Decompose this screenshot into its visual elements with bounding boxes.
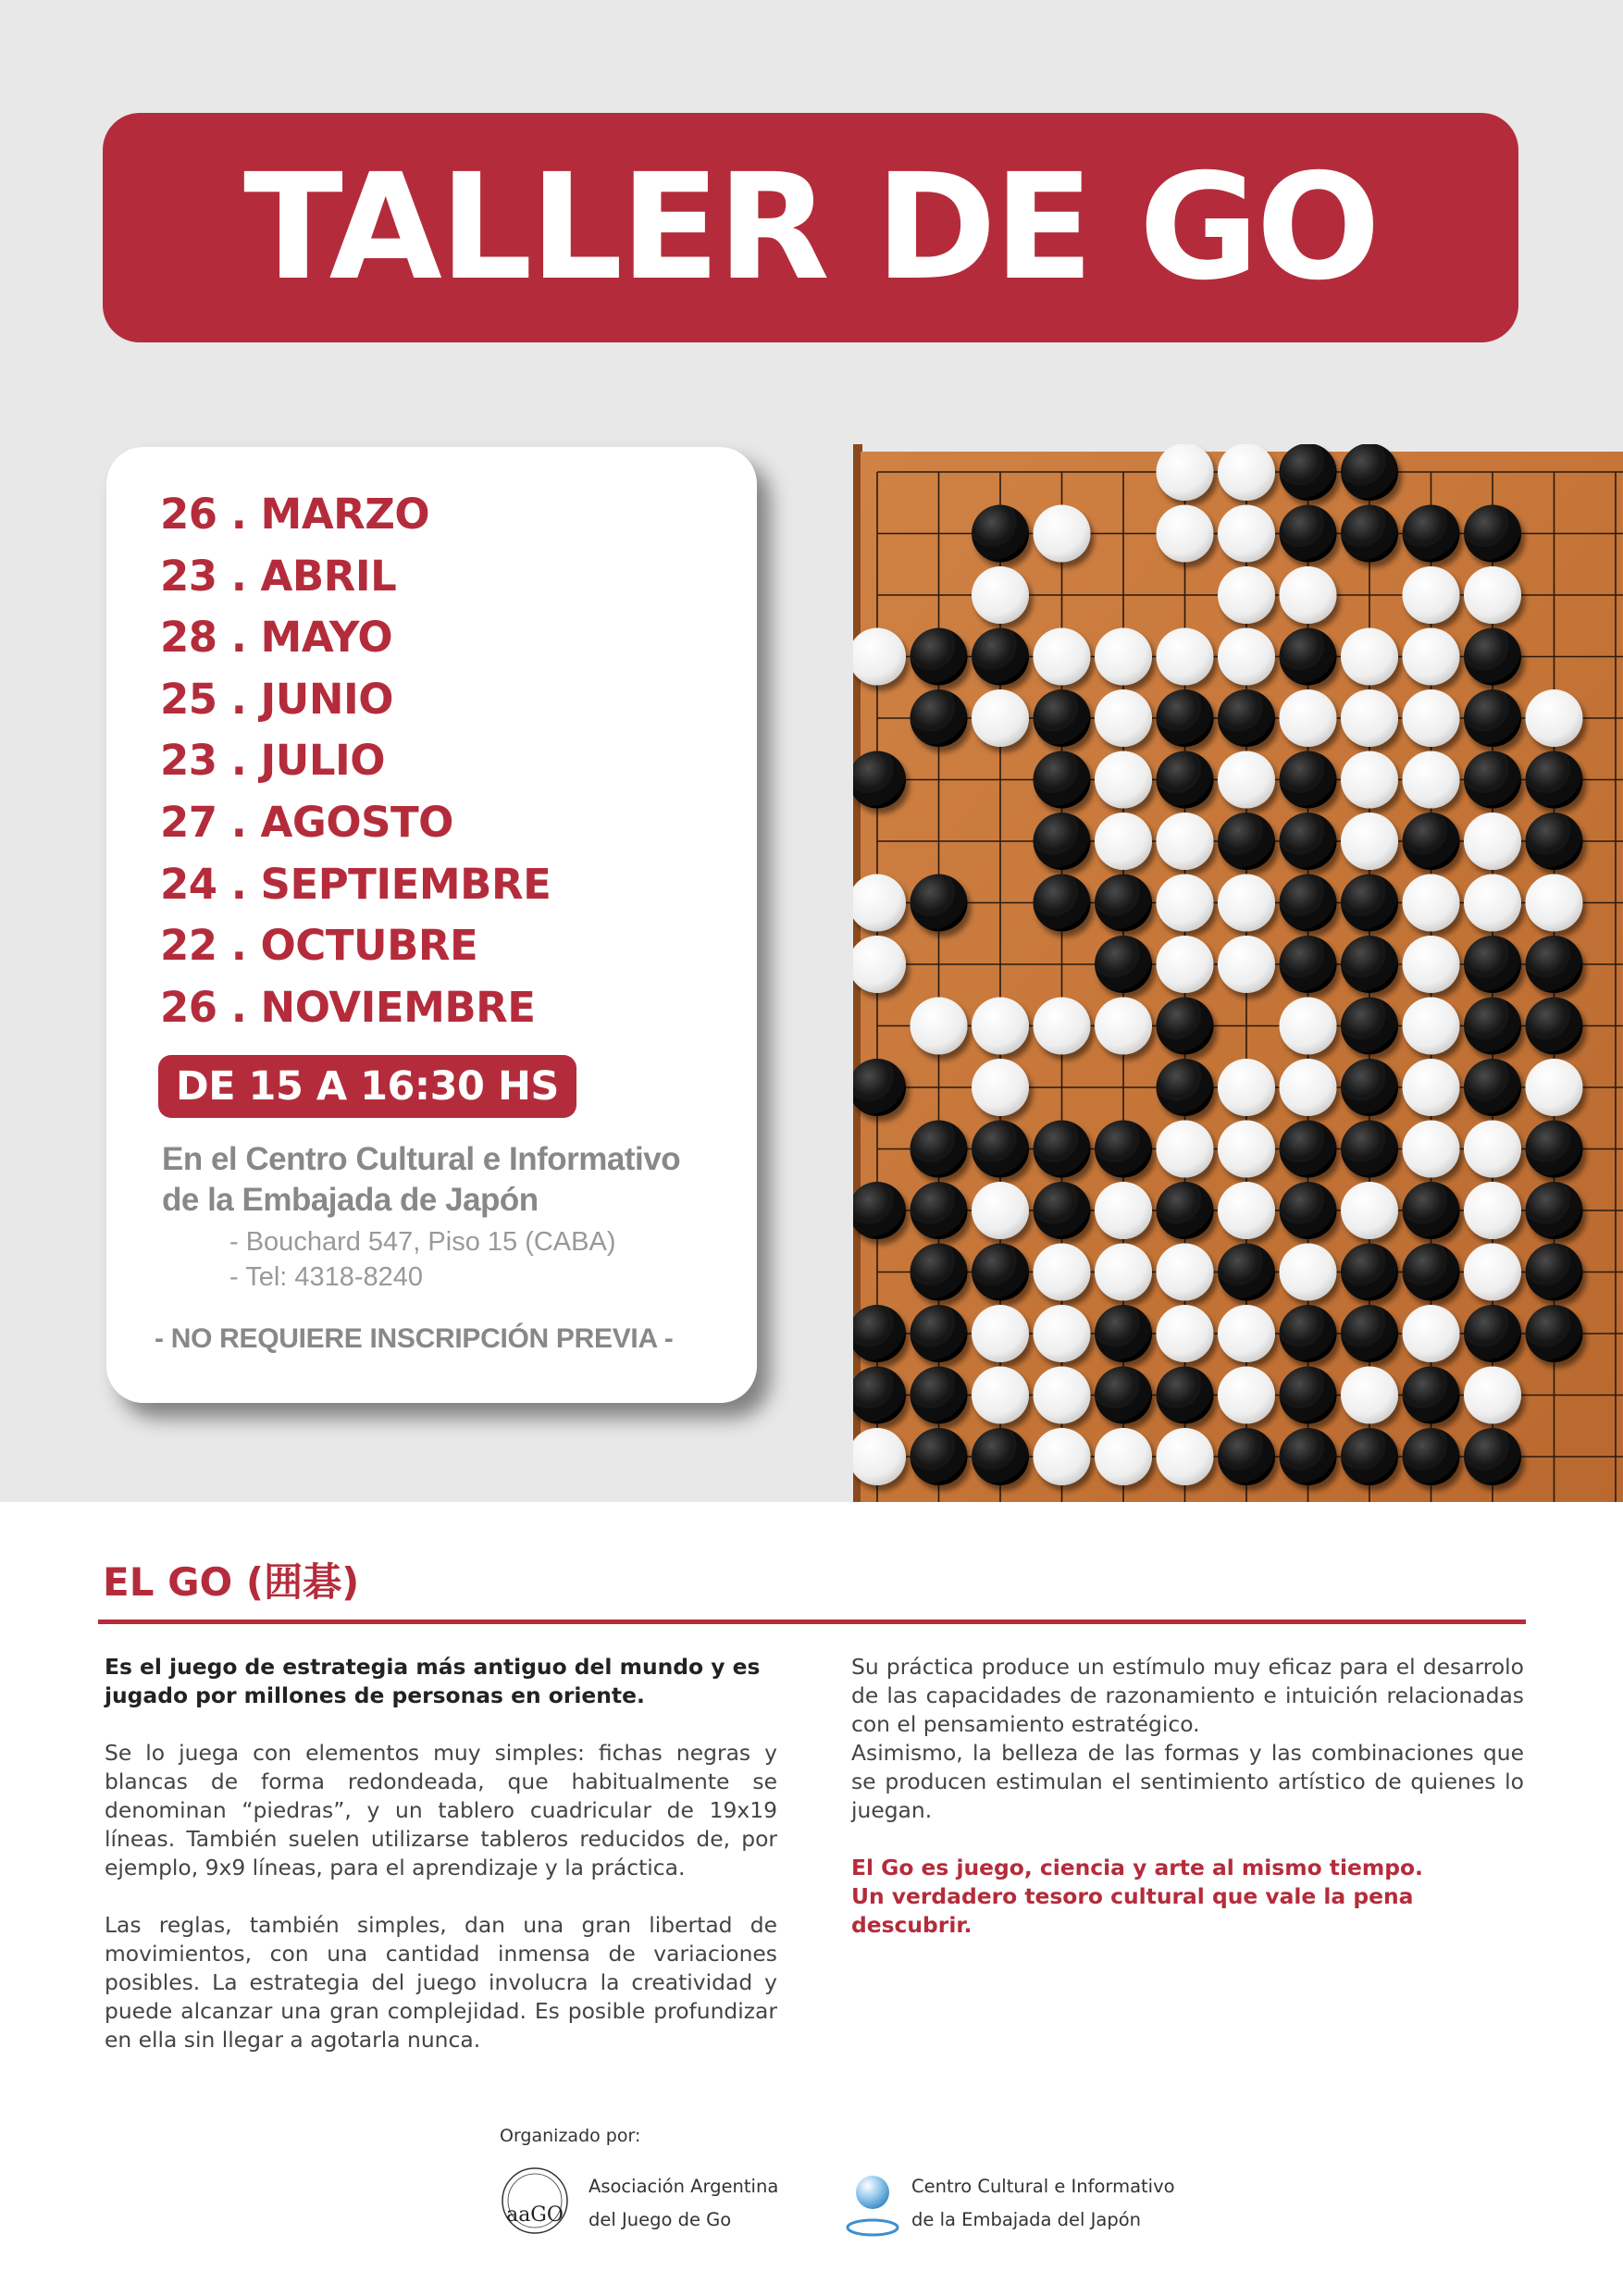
white-stone (1095, 628, 1152, 686)
black-stone (1280, 1121, 1337, 1178)
org-name-line: Asociación Argentina (588, 2176, 779, 2197)
black-stone (1157, 1182, 1214, 1239)
white-stone (911, 998, 968, 1055)
go-board-image (853, 444, 1623, 1502)
white-stone (972, 1059, 1029, 1116)
white-stone (1218, 1305, 1275, 1362)
closing-line: El Go es juego, ciencia y arte al mismo tiempo. (851, 1855, 1423, 1880)
right-column (851, 1653, 1524, 1940)
black-stone (911, 875, 968, 932)
white-stone (1464, 1367, 1521, 1424)
white-stone (1157, 936, 1214, 993)
black-stone (1157, 1367, 1214, 1424)
black-stone (911, 1121, 968, 1178)
black-stone (1034, 689, 1091, 747)
black-stone (1526, 813, 1583, 870)
black-stone (1464, 751, 1521, 809)
paragraph: Su práctica produce un estímulo muy eficaz para el desarrolo de las capacidades de razonamiento e intuición relacionadas con el pensamiento estratégico. (851, 1654, 1524, 1737)
white-stone (1034, 505, 1091, 563)
white-stone (1403, 689, 1460, 747)
black-stone (1526, 1305, 1583, 1362)
black-stone (1403, 1367, 1460, 1424)
date-item: 28 . MAYO (160, 613, 393, 663)
white-stone (1157, 505, 1214, 563)
white-stone (1403, 566, 1460, 624)
white-stone (1157, 875, 1214, 932)
black-stone (1157, 998, 1214, 1055)
black-stone (1034, 875, 1091, 932)
black-stone (1280, 628, 1337, 686)
black-stone (1280, 1305, 1337, 1362)
date-item: 26 . MARZO (160, 490, 430, 539)
white-stone (1280, 1244, 1337, 1301)
black-stone (1341, 505, 1398, 563)
black-stone (1280, 1182, 1337, 1239)
black-stone (1218, 813, 1275, 870)
white-stone (972, 1367, 1029, 1424)
black-stone (1464, 628, 1521, 686)
white-stone (1341, 628, 1398, 686)
white-stone (1464, 813, 1521, 870)
white-stone (1403, 875, 1460, 932)
black-stone (1403, 813, 1460, 870)
white-stone (1341, 751, 1398, 809)
black-stone (1280, 1367, 1337, 1424)
date-item: 25 . JUNIO (160, 674, 393, 724)
black-stone (1095, 1121, 1152, 1178)
paragraph: Asimismo, la belleza de las formas y las combinaciones que se producen estimulan el sentimiento artístico de quienes lo juegan. (851, 1740, 1524, 1823)
black-stone (1157, 689, 1214, 747)
organized-by-label: Organizado por: (500, 2126, 641, 2146)
black-stone (1280, 875, 1337, 932)
white-stone (1218, 1182, 1275, 1239)
white-stone (1218, 1367, 1275, 1424)
white-stone (1157, 813, 1214, 870)
black-stone (1095, 1305, 1152, 1362)
white-stone (1280, 1059, 1337, 1116)
white-stone (1095, 813, 1152, 870)
white-stone (1280, 998, 1337, 1055)
venue-line: de la Embajada de Japón (162, 1182, 539, 1218)
black-stone (972, 505, 1029, 563)
closing-line: Un verdadero tesoro cultural que vale la pena descubrir. (851, 1883, 1414, 1938)
date-item: 27 . AGOSTO (160, 797, 453, 847)
white-stone (972, 566, 1029, 624)
hours-badge (158, 1055, 576, 1118)
page-title: TALLER DE GO (243, 143, 1378, 313)
white-stone (1157, 1305, 1214, 1362)
black-stone (1218, 1244, 1275, 1301)
white-stone (972, 1182, 1029, 1239)
date-item: 24 . SEPTIEMBRE (160, 859, 551, 909)
black-stone (911, 689, 968, 747)
white-stone (1095, 1182, 1152, 1239)
black-stone (1341, 998, 1398, 1055)
white-stone (1218, 566, 1275, 624)
white-stone (1095, 998, 1152, 1055)
black-stone (1526, 1182, 1583, 1239)
white-stone (1218, 875, 1275, 932)
white-stone (1095, 1244, 1152, 1301)
registration-note: - NO REQUIERE INSCRIPCIÓN PREVIA - (155, 1323, 674, 1354)
section-heading: EL GO (囲碁) (103, 1559, 360, 1605)
black-stone (1403, 1244, 1460, 1301)
venue-address: - Bouchard 547, Piso 15 (CABA) (229, 1227, 616, 1257)
white-stone (972, 1305, 1029, 1362)
white-stone (1403, 1121, 1460, 1178)
white-stone (1218, 1121, 1275, 1178)
white-stone (1218, 505, 1275, 563)
black-stone (1280, 751, 1337, 809)
black-stone (1526, 1244, 1583, 1301)
white-stone (1341, 1182, 1398, 1239)
white-stone (1403, 936, 1460, 993)
white-stone (1034, 1244, 1091, 1301)
black-stone (1464, 1305, 1521, 1362)
white-stone (1218, 751, 1275, 809)
aago-logo-text: aaGO (506, 2203, 564, 2227)
black-stone (972, 628, 1029, 686)
white-stone (1526, 689, 1583, 747)
white-stone (1034, 998, 1091, 1055)
section-divider (98, 1620, 1526, 1624)
black-stone (1157, 751, 1214, 809)
white-stone (1218, 936, 1275, 993)
white-stone (1341, 813, 1398, 870)
venue (162, 1139, 680, 1221)
white-stone (1157, 1428, 1214, 1485)
date-item: 22 . OCTUBRE (160, 921, 478, 971)
black-stone (1464, 1428, 1521, 1485)
black-stone (1526, 936, 1583, 993)
black-stone (911, 1305, 968, 1362)
black-stone (1034, 813, 1091, 870)
title-banner (103, 113, 1518, 342)
aago-logo (500, 2166, 570, 2236)
black-stone (1341, 1428, 1398, 1485)
black-stone (1341, 1244, 1398, 1301)
black-stone (1341, 1059, 1398, 1116)
org-name-line: de la Embajada del Japón (911, 2209, 1142, 2230)
org-name-line: del Juego de Go (588, 2209, 732, 2230)
white-stone (1341, 689, 1398, 747)
white-stone (972, 998, 1029, 1055)
black-stone (1280, 505, 1337, 563)
white-stone (1095, 751, 1152, 809)
black-stone (1341, 936, 1398, 993)
venue-line: En el Centro Cultural e Informativo (162, 1141, 681, 1177)
black-stone (1464, 998, 1521, 1055)
intro-paragraph: Es el juego de estrategia más antiguo del mundo y es jugado por millones de personas en oriente. (105, 1654, 761, 1708)
black-stone (1280, 813, 1337, 870)
black-stone (1095, 875, 1152, 932)
white-stone (972, 689, 1029, 747)
black-stone (1280, 444, 1337, 501)
black-stone (1526, 1121, 1583, 1178)
black-stone (1280, 1428, 1337, 1485)
white-stone (1280, 566, 1337, 624)
white-stone (1034, 628, 1091, 686)
date-item: 26 . NOVIEMBRE (160, 982, 536, 1032)
white-stone (1464, 566, 1521, 624)
white-stone (1403, 1305, 1460, 1362)
white-stone (1280, 689, 1337, 747)
black-stone (911, 1244, 968, 1301)
black-stone (911, 628, 968, 686)
black-stone (1464, 505, 1521, 563)
black-stone (911, 1428, 968, 1485)
white-stone (1095, 689, 1152, 747)
paragraph: Se lo juega con elementos muy simples: fichas negras y blancas de forma redondeada, que habitualmente se denominan “piedras”, y un tablero cuadricular de 19x19 líneas. También suelen utilizarse tableros reducidos de, por ejemplo, 9x9 líneas, para el aprendizaje y la práctica. (105, 1740, 777, 1880)
hours-text: DE 15 A 16:30 HS (176, 1063, 559, 1110)
white-stone (1464, 1244, 1521, 1301)
black-stone (1034, 751, 1091, 809)
go-board-svg (853, 444, 1623, 1502)
left-column (105, 1653, 777, 2083)
venue-phone: - Tel: 4318-8240 (229, 1262, 424, 1292)
white-stone (1403, 628, 1460, 686)
white-stone (1403, 1059, 1460, 1116)
black-stone (1526, 998, 1583, 1055)
white-stone (1157, 1244, 1214, 1301)
black-stone (1280, 936, 1337, 993)
black-stone (1341, 444, 1398, 501)
black-stone (1157, 1059, 1214, 1116)
white-stone (1218, 628, 1275, 686)
black-stone (1403, 1428, 1460, 1485)
black-stone (1341, 1121, 1398, 1178)
black-stone (1526, 751, 1583, 809)
black-stone (1095, 1367, 1152, 1424)
black-stone (1403, 1182, 1460, 1239)
date-item: 23 . ABRIL (160, 551, 397, 601)
date-list (160, 484, 551, 1038)
white-stone (1034, 1367, 1091, 1424)
white-stone (1218, 444, 1275, 501)
white-stone (1464, 1182, 1521, 1239)
black-stone (1464, 1059, 1521, 1116)
black-stone (1095, 936, 1152, 993)
white-stone (1464, 875, 1521, 932)
white-stone (1157, 628, 1214, 686)
black-stone (972, 1428, 1029, 1485)
black-stone (1218, 689, 1275, 747)
black-stone (1218, 1428, 1275, 1485)
white-stone (1034, 1305, 1091, 1362)
black-stone (972, 1121, 1029, 1178)
black-stone (1034, 1121, 1091, 1178)
paragraph: Las reglas, también simples, dan una gran libertad de movimientos, con una cantidad inmensa de variaciones posibles. La estrategia del juego involucra la creatividad y puede alcanzar una gran complejidad. Es posible profundizar en ella sin llegar a agotarla nunca. (105, 1912, 777, 2053)
white-stone (1157, 1121, 1214, 1178)
white-stone (1403, 751, 1460, 809)
white-stone (1218, 1059, 1275, 1116)
black-stone (1341, 1305, 1398, 1362)
embassy-logo (845, 2168, 900, 2240)
white-stone (1464, 1121, 1521, 1178)
black-stone (1403, 505, 1460, 563)
white-stone (1526, 1059, 1583, 1116)
white-stone (1526, 875, 1583, 932)
white-stone (1157, 444, 1214, 501)
white-stone (1403, 998, 1460, 1055)
black-stone (1464, 689, 1521, 747)
org-aago (588, 2170, 778, 2237)
schedule-card (106, 447, 757, 1403)
black-stone (972, 1244, 1029, 1301)
org-embassy (911, 2170, 1175, 2237)
black-stone (1034, 1182, 1091, 1239)
white-stone (1095, 1428, 1152, 1485)
black-stone (1464, 936, 1521, 993)
black-stone (911, 1182, 968, 1239)
white-stone (1034, 1428, 1091, 1485)
black-stone (911, 1367, 968, 1424)
white-stone (1341, 1367, 1398, 1424)
date-item: 23 . JULIO (160, 736, 386, 786)
black-stone (1341, 875, 1398, 932)
org-name-line: Centro Cultural e Informativo (911, 2176, 1175, 2197)
